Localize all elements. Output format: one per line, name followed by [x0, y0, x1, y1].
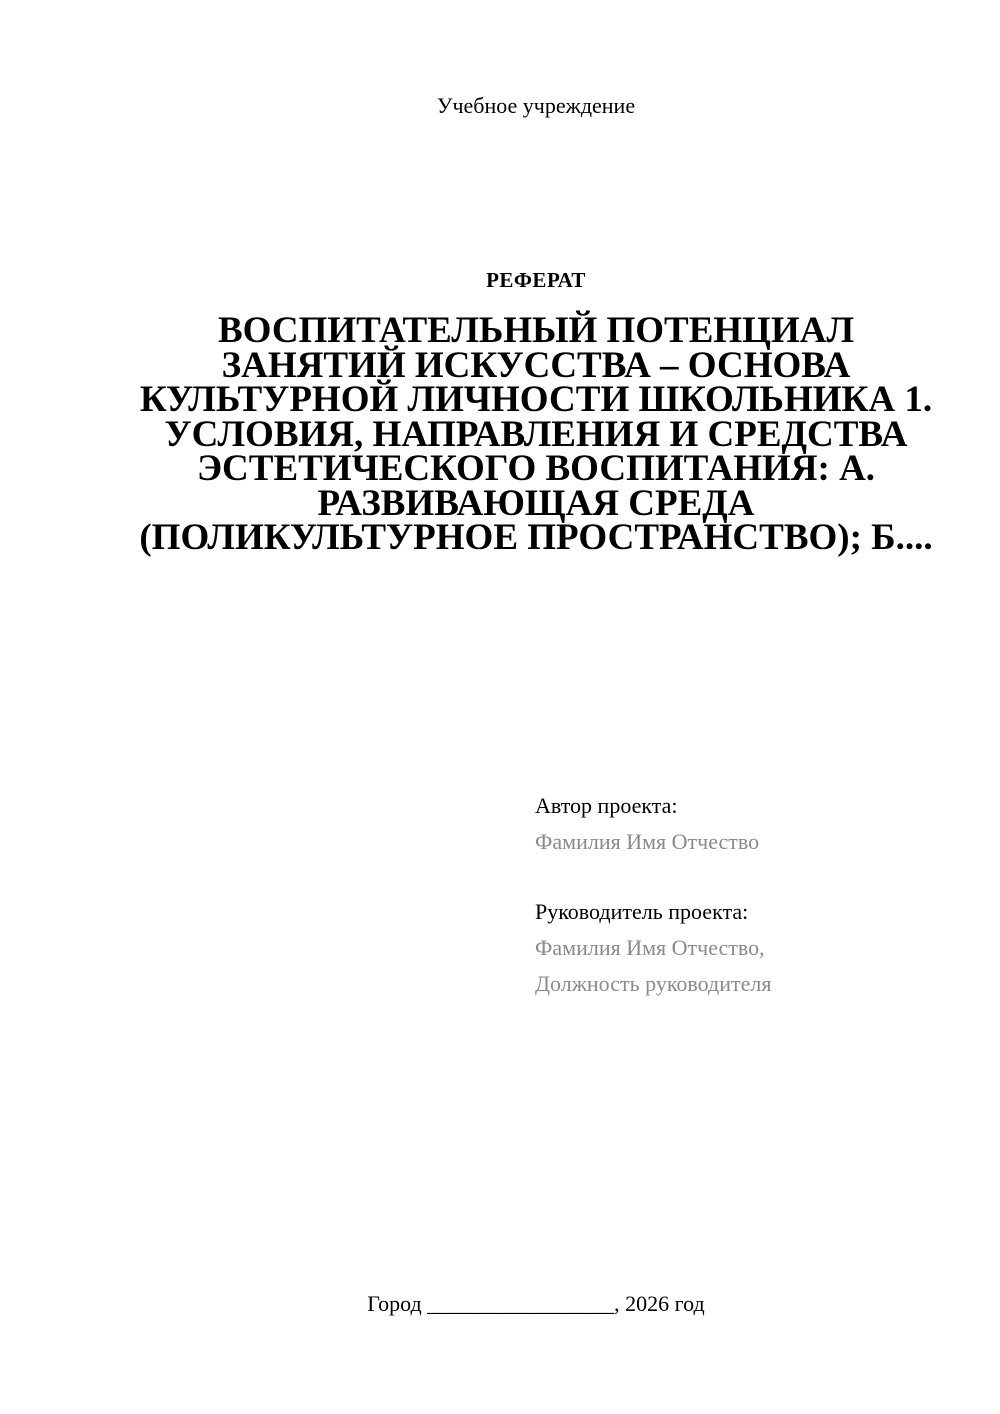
credits-spacer	[535, 860, 975, 894]
document-type: РЕФЕРАТ	[486, 268, 586, 292]
supervisor-position: Должность руководителя	[535, 971, 772, 996]
city-year-line: Город _________________, 2026 год	[367, 1291, 705, 1316]
author-label: Автор проекта:	[535, 793, 678, 818]
document-title: ВОСПИТАТЕЛЬНЫЙ ПОТЕНЦИАЛ ЗАНЯТИЙ ИСКУССТВА – ОСНОВА КУЛЬТУРНОЙ ЛИЧНОСТИ ШКОЛЬНИКА 1. УСЛОВИЯ, НАПРАВЛЕНИЯ И СРЕДСТВА ЭСТЕТИЧЕСКОГО ВОСПИТАНИЯ: А. РАЗВИВАЮЩАЯ СРЕДА (ПОЛИКУЛЬТУРНОЕ ПРОСТРАНСТВО); Б....	[139, 310, 933, 558]
institution-name: Учебное учреждение	[436, 93, 636, 118]
author-name: Фамилия Имя Отчество	[535, 829, 760, 854]
credits-block	[535, 788, 975, 1002]
supervisor-label: Руководитель проекта:	[535, 899, 749, 924]
supervisor-name: Фамилия Имя Отчество,	[535, 935, 765, 960]
